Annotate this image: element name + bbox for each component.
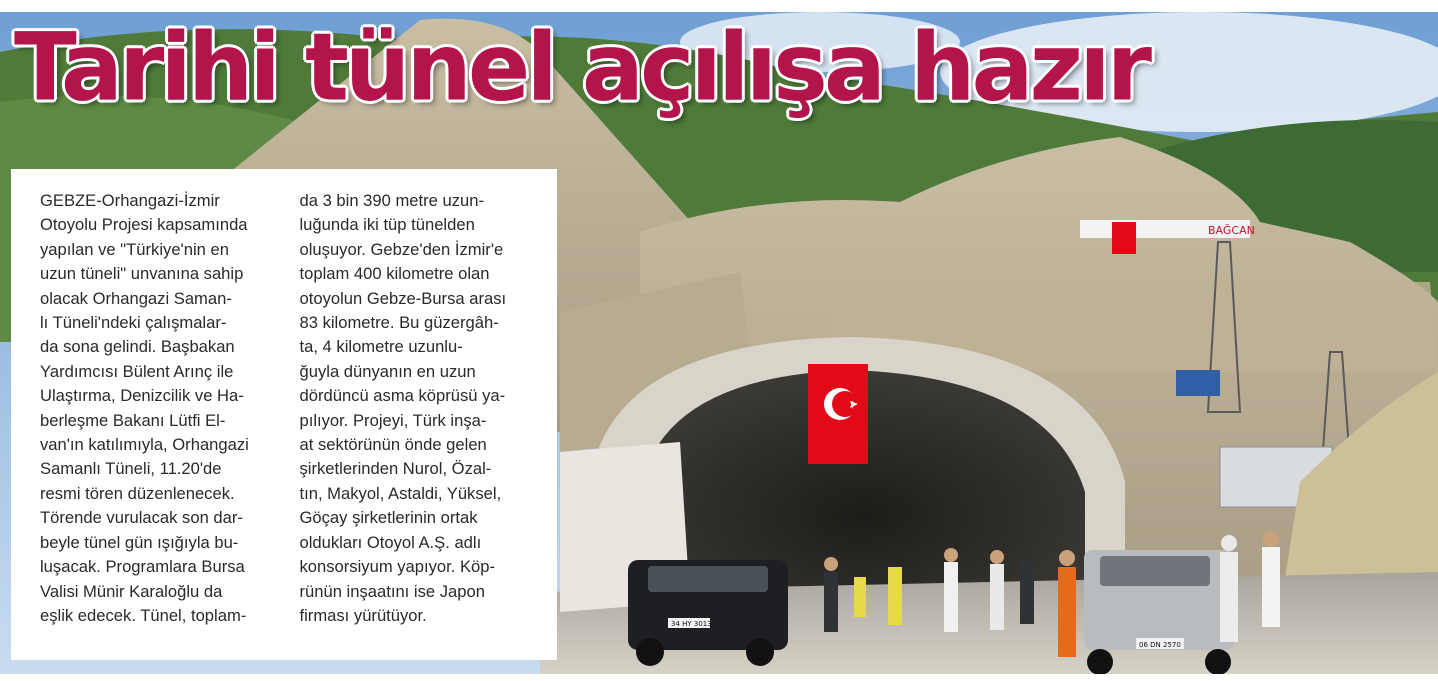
article-text-box bbox=[11, 169, 557, 660]
article-column-1: GEBZE-Orhangazi-İzmir Otoyolu Projesi kapsamında yapılan ve "Türkiye'nin en uzun tüneli" unvanına sahip olacak Orhangazi Saman- lı Tüneli'ndeki çalışmalar- da sona gelindi. Başbakan Yardımcısı Bülent Arınç ile Ulaştırma, Denizcilik ve Ha- berleşme Bakanı Lütfi El- van'ın katılımıyla, Orhangazi Samanlı Tüneli, 11.20'de resmi tören düzenlenecek. Törende vurulacak son dar- beyle tünel gün ışığıyla bu- luşacak. Programlara Bursa Valisi Münir Karaloğlu da eşlik edecek. Tünel, toplam- bbox=[40, 191, 249, 625]
banner-text: BAĞCAN bbox=[1208, 224, 1255, 237]
plate-right: 06 DN 2570 bbox=[1139, 641, 1181, 649]
plate-left: 34 HY 3013 bbox=[671, 620, 712, 628]
article-column-2: da 3 bin 390 metre uzun- luğunda iki tüp tünelden oluşuyor. Gebze'den İzmir'e toplam 400 kilometre olan otoyolun Gebze-Bursa arası 83 kilometre. Bu güzergâh- ta, 4 kilometre uzunlu- ğuyla dünyanın en uzun dördüncü asma köprüsü ya- pılıyor. Projeyi, Türk inşa- at sektörünün önde gelen şirketlerinden Nurol, Özal- tın, Makyol, Astaldi, Yüksel, Göçay şirketlerinin ortak oldukları Otoyol A.Ş. adlı konsorsiyum yapıyor. Köp- rünün inşaatını ise Japon firması yürütüyor. bbox=[299, 191, 507, 625]
headline: Tarihi tünel açılışa hazır bbox=[14, 12, 1149, 123]
